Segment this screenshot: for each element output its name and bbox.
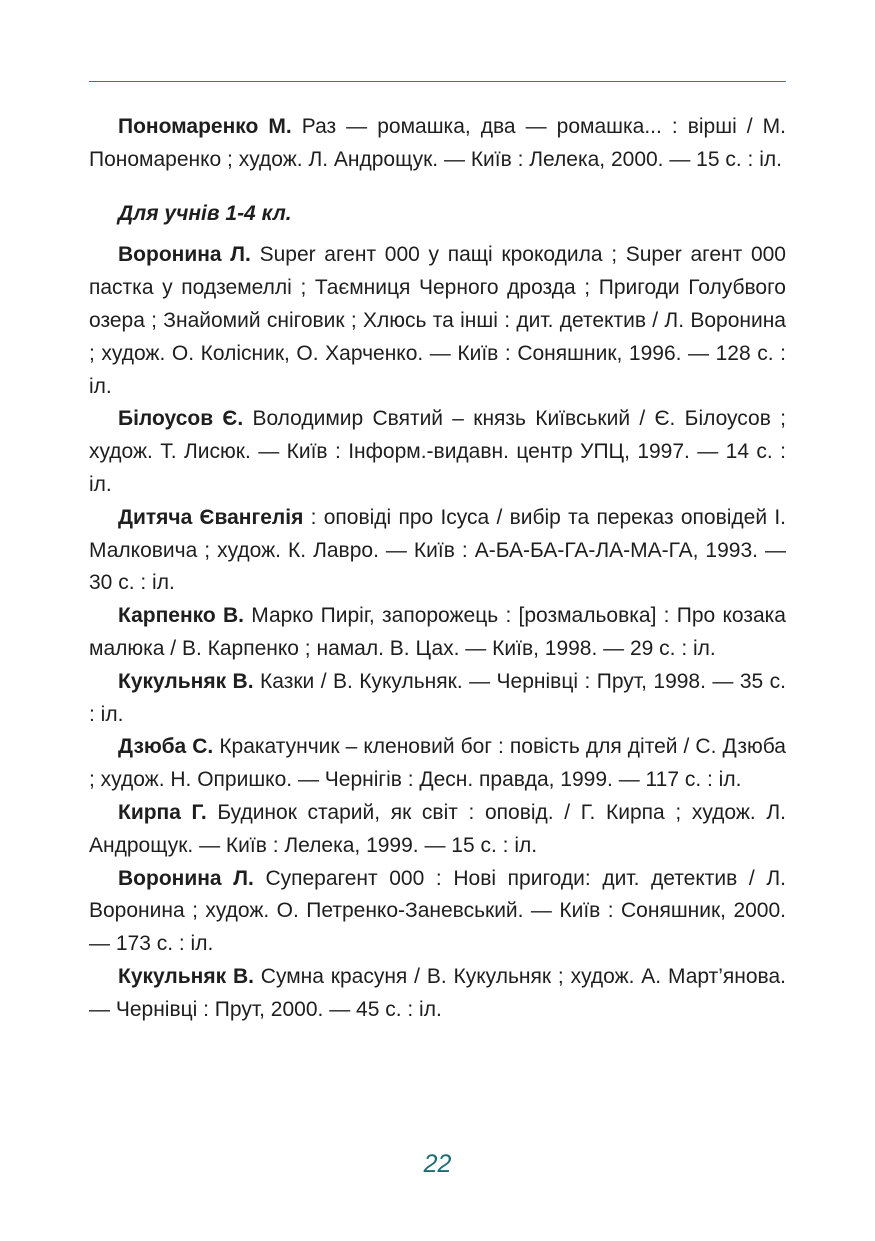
bibliography-entry bbox=[89, 403, 786, 501]
entry-description: Будинок старий, як світ : оповід. / Г. Кирпа ; худож. Л. Андрощук. — Київ : Лелека, 1999. — 15 с. : іл. bbox=[89, 800, 786, 857]
entry-description: Казки / В. Кукульняк. — Чернівці : Прут, 1998. — 35 с. : іл. bbox=[89, 669, 786, 726]
entry-author: Воронина Л. bbox=[118, 243, 251, 267]
entry-description: : оповіді про Ісуса / вибір та переказ оповідей І. Малковича ; худож. К. Лавро. — Київ : А-БА-БА-ГА-ЛА-МА-ГА, 1993. — 30 с. : іл. bbox=[89, 505, 787, 595]
entry-author: Карпенко В. bbox=[118, 604, 244, 628]
entry-description: Раз — ромашка, два — ромашка... : вірші / М. Пономаренко ; худож. Л. Андрощук. — Київ : Лелека, 2000. — 15 с. : іл. bbox=[89, 115, 786, 171]
entry-description: Марко Пиріг, запорожець : [розмальовка] : Про козака малюка / В. Карпенко ; намал. В. Цах. — Київ, 1998. — 29 с. : іл. bbox=[89, 604, 786, 660]
bibliography-entry bbox=[89, 502, 786, 600]
section-heading: Для учнів 1-4 кл. bbox=[118, 201, 292, 225]
bibliography-entry bbox=[89, 239, 786, 403]
entry-author: Дзюба С. bbox=[118, 735, 214, 759]
entry-author: Пономаренко М. bbox=[118, 115, 292, 138]
page-number: 22 bbox=[423, 1150, 452, 1178]
entry-author: Воронина Л. bbox=[118, 866, 254, 890]
entry-description: Володимир Святий – князь Київський / Є. Білоусов ; худож. Т. Лисюк. — Київ : Інформ.-видавн. центр УПЦ, 1997. — 14 с. : іл. bbox=[89, 407, 786, 496]
bibliography-entry bbox=[89, 961, 786, 1027]
page-body bbox=[89, 111, 786, 1027]
bibliography-entry bbox=[89, 666, 786, 732]
entry-author: Дитяча Євангелія bbox=[118, 505, 304, 529]
header-rule bbox=[89, 81, 786, 82]
bibliography-entry bbox=[89, 731, 786, 797]
entry-author: Білоусов Є. bbox=[118, 407, 244, 431]
entry-author: Кукульняк В. bbox=[118, 964, 254, 988]
bibliography-entry bbox=[89, 863, 786, 961]
entry-description: Сумна красуня / В. Кукульняк ; худож. А. Март’янова. — Чернівці : Прут, 2000. — 45 с. : іл. bbox=[89, 964, 786, 1021]
entry-author: Кирпа Г. bbox=[118, 800, 207, 824]
entry-description: Кракатунчик – кленовий бог : повість для дітей / С. Дзюба ; худож. Н. Опришко. — Чернігів : Десн. правда, 1999. — 117 с. : іл. bbox=[89, 735, 786, 792]
bibliography-entry bbox=[89, 600, 786, 666]
bibliography-entry bbox=[89, 111, 786, 177]
entry-description: Super агент 000 у пащі крокодила ; Super агент 000 пастка у подземеллі ; Таємниця Черного дрозда ; Пригоди Голубвого озера ; Знайомий сніговик ; Хлюсь та інші : дит. детектив / Л. Воронина ; худож. О. Колісник, О. Харченко. — Київ : Соняшник, 1996. — 128 с. : іл. bbox=[89, 243, 786, 398]
entry-description: Суперагент 000 : Нові пригоди: дит. детектив / Л. Воронина ; худож. О. Петренко-Заневський. — Київ : Соняшник, 2000. — 173 с. : іл. bbox=[89, 866, 786, 956]
bibliography-entry bbox=[89, 797, 786, 863]
entry-author: Кукульняк В. bbox=[118, 669, 254, 693]
